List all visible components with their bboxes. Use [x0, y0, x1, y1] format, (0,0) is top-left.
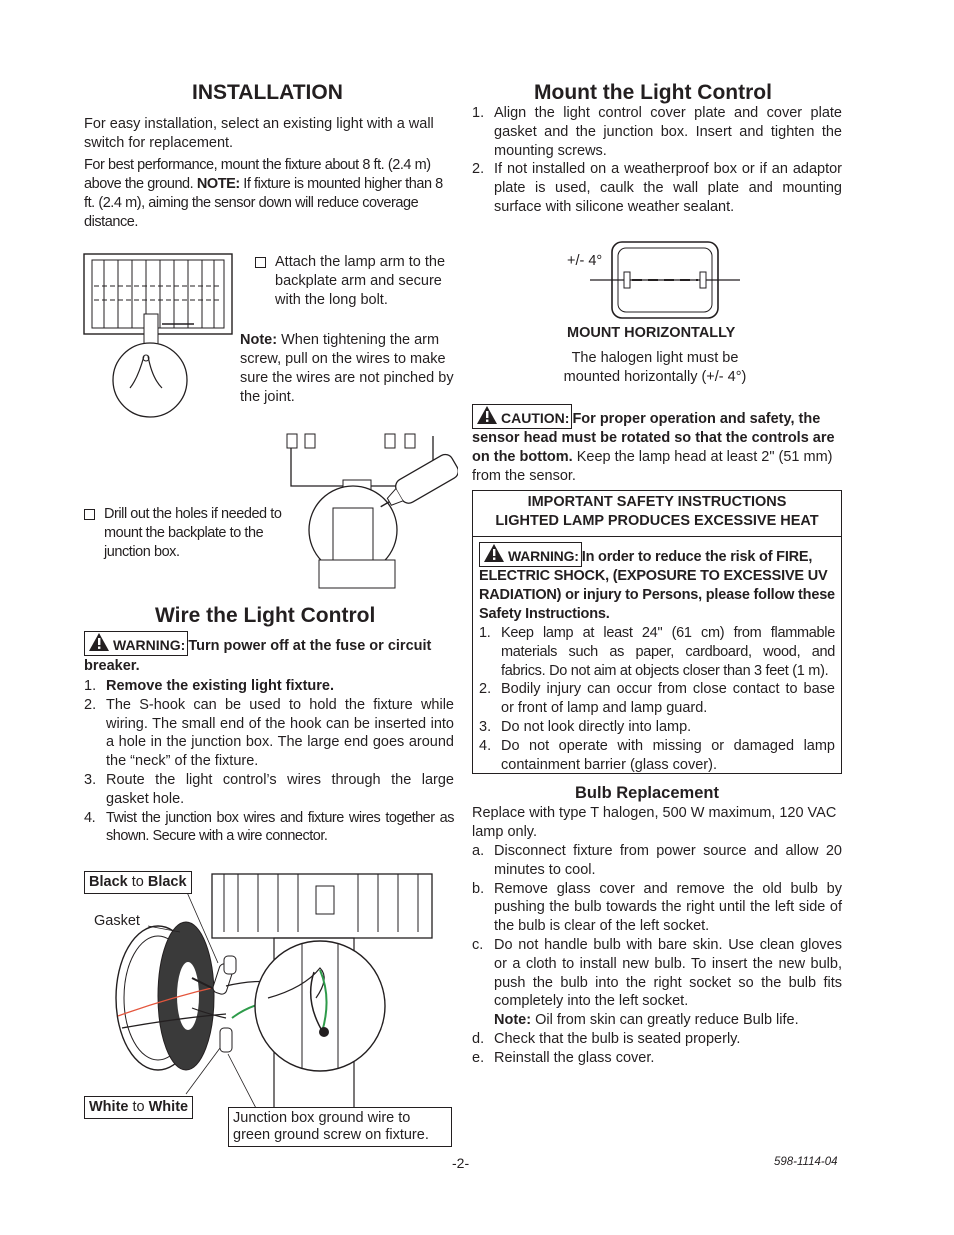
- list-item: e. Reinstall the glass cover.: [472, 1049, 655, 1066]
- warning-badge: WARNING:: [84, 631, 188, 656]
- mount-horizontally-text: The halogen light must be mounted horizontally (+/- 4°): [563, 350, 747, 385]
- safety-items-list: [473, 624, 841, 774]
- checkbox-icon: [255, 257, 266, 268]
- warning-badge: WARNING:: [479, 542, 582, 567]
- mount-horizontally-illustration: [588, 240, 744, 320]
- checkbox-icon: [84, 509, 95, 520]
- white-to-white-label: White to White: [84, 1096, 193, 1119]
- warning-triangle-icon: [483, 543, 505, 563]
- warning-triangle-icon: [476, 405, 498, 425]
- list-item: 2. Bodily injury can occur from close contact to base or front of lamp and lamp guard.: [479, 681, 835, 717]
- list-item: 1. Align the light control cover plate and cover plate gasket and the junction box. Insert and tighten the mounting screws.: [472, 105, 842, 159]
- wire-title: Wire the Light Control: [155, 604, 376, 627]
- gasket-label: Gasket: [94, 913, 140, 929]
- installation-intro: For easy installation, select an existing light with a wall switch for replacement.: [84, 116, 434, 151]
- list-item: b. Remove glass cover and remove the old bulb by pushing the bulb towards the right until the left side of the bulb is clear of the left socket.: [472, 880, 842, 935]
- safety-instructions-box: [472, 490, 842, 774]
- caution-note: CAUTION: For proper operation and safety, the sensor head must be rotated so that the controls are on the bottom. Keep the lamp head at least 2" (51 mm) from the sensor.: [472, 404, 842, 486]
- arm-screw-note: Note: When tightening the arm screw, pull on the wires to make sure the wires are not pinched by the joint.: [240, 332, 454, 405]
- list-item: a. Disconnect fixture from power source and allow 20 minutes to cool.: [472, 843, 842, 878]
- backplate-drill-illustration: [283, 430, 458, 590]
- bulb-intro: Replace with type T halogen, 500 W maximum, 120 VAC lamp only.: [472, 805, 837, 840]
- bulb-steps-list: [472, 842, 842, 1068]
- list-item: 4. Do not operate with missing or damaged lamp containment barrier (glass cover).: [479, 737, 835, 773]
- list-item: c. Do not handle bulb with bare skin. Use clean gloves or a cloth to install new bulb. To insert the new bulb, push the bulb into the right socket so the bulb fits completely into the left socket. Note: Oil from skin can greatly reduce Bulb life.: [472, 936, 842, 1029]
- list-item: 3. Do not look directly into lamp.: [479, 718, 692, 735]
- safety-title: IMPORTANT SAFETY INSTRUCTIONS LIGHTED LAMP PRODUCES EXCESSIVE HEAT: [495, 494, 819, 529]
- list-item: 2. If not installed on a weatherproof box or if an adaptor plate is used, caulk the wall plate and mounting surface with silicone weather sealant.: [472, 161, 842, 215]
- black-to-black-label: Black to Black: [84, 871, 192, 894]
- list-item: d. Check that the bulb is seated properly.: [472, 1030, 741, 1047]
- attach-lamp-arm-step: Attach the lamp arm to the backplate arm and secure with the long bolt.: [255, 253, 455, 310]
- safety-warning: WARNING: In order to reduce the risk of FIRE, ELECTRIC SHOCK, (EXPOSURE TO EXCESSIVE UV RADIATION) or injury to Persons, please follow these Safety Instructions.: [473, 537, 841, 624]
- wire-warning: WARNING: Turn power off at the fuse or circuit breaker.: [84, 631, 456, 676]
- drill-holes-step: Drill out the holes if needed to mount the backplate to the junction box.: [84, 505, 284, 562]
- ground-wire-label: Junction box ground wire to green ground screw on fixture.: [228, 1107, 452, 1147]
- wire-steps-list: [84, 677, 454, 846]
- caution-badge: CAUTION:: [472, 404, 572, 429]
- document-code: 598-1114-04: [774, 1156, 838, 1168]
- list-item: 4. Twist the junction box wires and fixture wires together as shown. Secure with a wire connector.: [84, 809, 454, 845]
- list-item: 2. The S-hook can be used to hold the fixture while wiring. The small end of the hook can be inserted into a hole in the junction box. The large end goes around the “neck” of the fixture.: [84, 696, 454, 770]
- list-item: 1. Remove the existing light fixture.: [84, 678, 335, 694]
- list-item: 1. Keep lamp at least 24" (61 cm) from flammable materials such as paper, cardboard, wood, and fabrics. Do not aim at objects closer than 3 feet (1 m).: [479, 625, 835, 679]
- mount-horizontally-caption: MOUNT HORIZONTALLY: [567, 325, 736, 341]
- mount-title: Mount the Light Control: [534, 81, 772, 104]
- page-number: -2-: [452, 1155, 470, 1171]
- angle-label: +/- 4°: [567, 253, 603, 269]
- installation-title: INSTALLATION: [192, 81, 343, 104]
- wiring-illustration: [108, 868, 453, 1118]
- warning-triangle-icon: [88, 632, 110, 652]
- list-item: 3. Route the light control’s wires through the large gasket hole.: [84, 771, 454, 807]
- lamp-arm-illustration: [82, 252, 234, 418]
- installation-mounting-note: For best performance, mount the fixture about 8 ft. (2.4 m) above the ground. NOTE: If fixture is mounted higher than 8 ft. (2.4 m), aiming the sensor down will reduce coverage distance.: [84, 157, 443, 230]
- bulb-title: Bulb Replacement: [575, 784, 719, 802]
- mount-steps-list: [472, 104, 842, 217]
